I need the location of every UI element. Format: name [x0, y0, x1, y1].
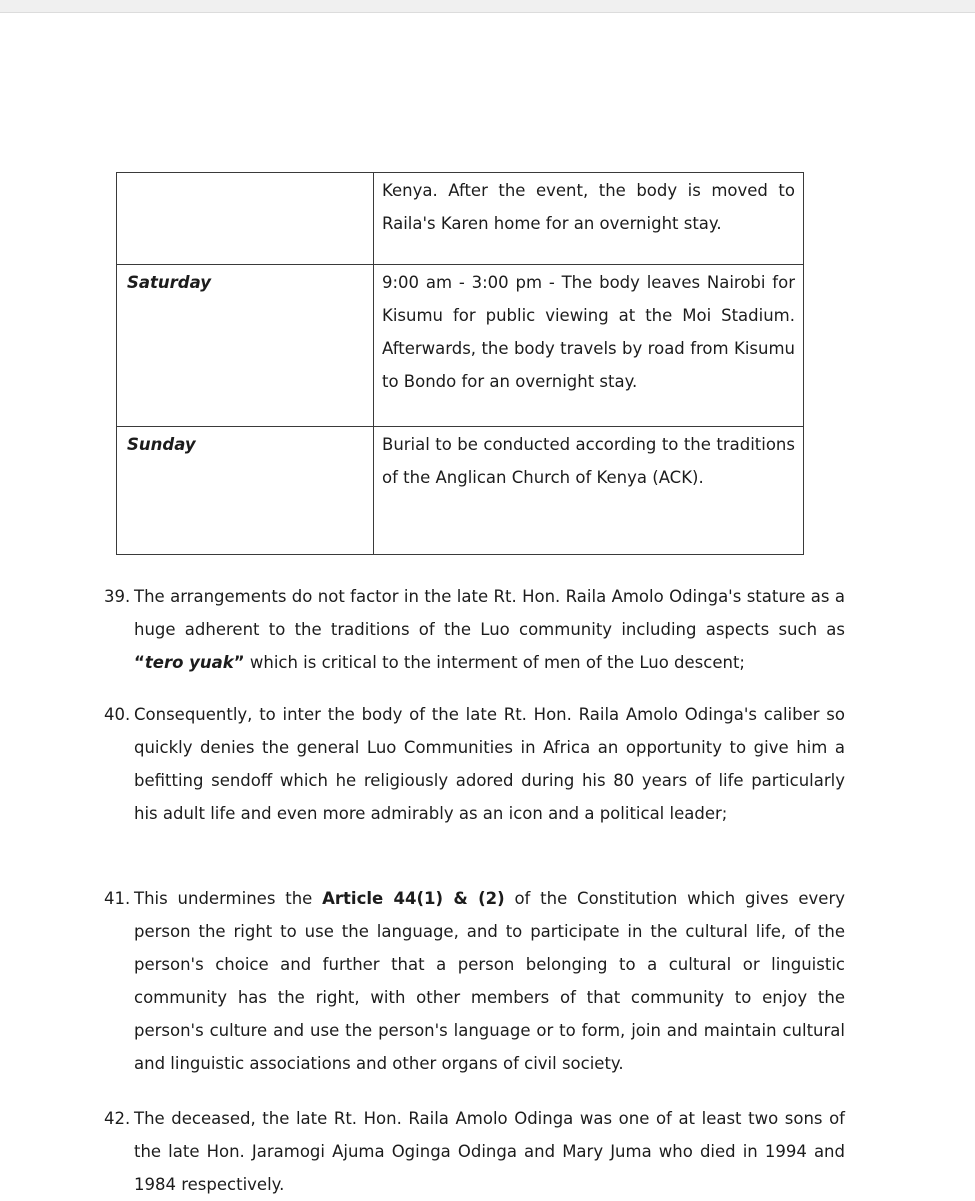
paragraph-number: 39. — [104, 587, 131, 606]
details-cell: Burial to be conducted according to the traditions of the Anglican Church of Kenya (ACK). — [374, 427, 804, 555]
details-cell: 9:00 am - 3:00 pm - The body leaves Nairobi for Kisumu for public viewing at the Moi Stadium. Afterwards, the body travels by road from Kisumu to Bondo for an overnight stay. — [374, 265, 804, 427]
paragraph-text: Consequently, to inter the body of the late Rt. Hon. Raila Amolo Odinga's caliber so quickly denies the general Luo Communities in Africa an opportunity to give him a befitting sendoff which he religiously adored during his 80 years of life particularly his adult life and even more admirably as an icon and a political leader; — [134, 705, 845, 823]
tero-yuak-quote: “tero yuak” — [134, 653, 245, 672]
funeral-schedule-table — [116, 172, 804, 555]
paragraph-number: 41. — [104, 889, 131, 908]
paragraph-text: The arrangements do not factor in the late Rt. Hon. Raila Amolo Odinga's stature as a huge adherent to the traditions of the Luo community including aspects such as “tero yuak” which is critical to the interment of men of the Luo descent; — [134, 587, 845, 672]
day-cell — [117, 173, 374, 265]
day-cell: Sunday — [117, 427, 374, 555]
paragraph-41 — [100, 882, 845, 1080]
paragraph-number: 42. — [104, 1109, 131, 1128]
table-row — [117, 173, 804, 265]
paragraph-number: 40. — [104, 705, 131, 724]
paragraph-text: The deceased, the late Rt. Hon. Raila Amolo Odinga was one of at least two sons of the late Hon. Jaramogi Ajuma Oginga Odinga and Mary Juma who died in 1994 and 1984 respectively. — [134, 1109, 845, 1194]
table-row — [117, 265, 804, 427]
paragraph-42 — [100, 1102, 845, 1201]
paragraph-text: This undermines the Article 44(1) & (2) of the Constitution which gives every person the right to use the language, and to participate in the cultural life, of the person's choice and further that a person belonging to a cultural or linguistic community has the right, with other members of that community to enjoy the person's culture and use the person's language or to form, join and maintain cultural and linguistic associations and other organs of civil society. — [134, 889, 845, 1073]
paragraph-39 — [100, 580, 845, 679]
details-cell: Kenya. After the event, the body is moved to Raila's Karen home for an overnight stay. — [374, 173, 804, 265]
table-row — [117, 427, 804, 555]
viewer-top-bar — [0, 0, 975, 13]
day-cell: Saturday — [117, 265, 374, 427]
article-reference: Article 44(1) & (2) — [322, 889, 505, 908]
paragraph-40 — [100, 698, 845, 830]
